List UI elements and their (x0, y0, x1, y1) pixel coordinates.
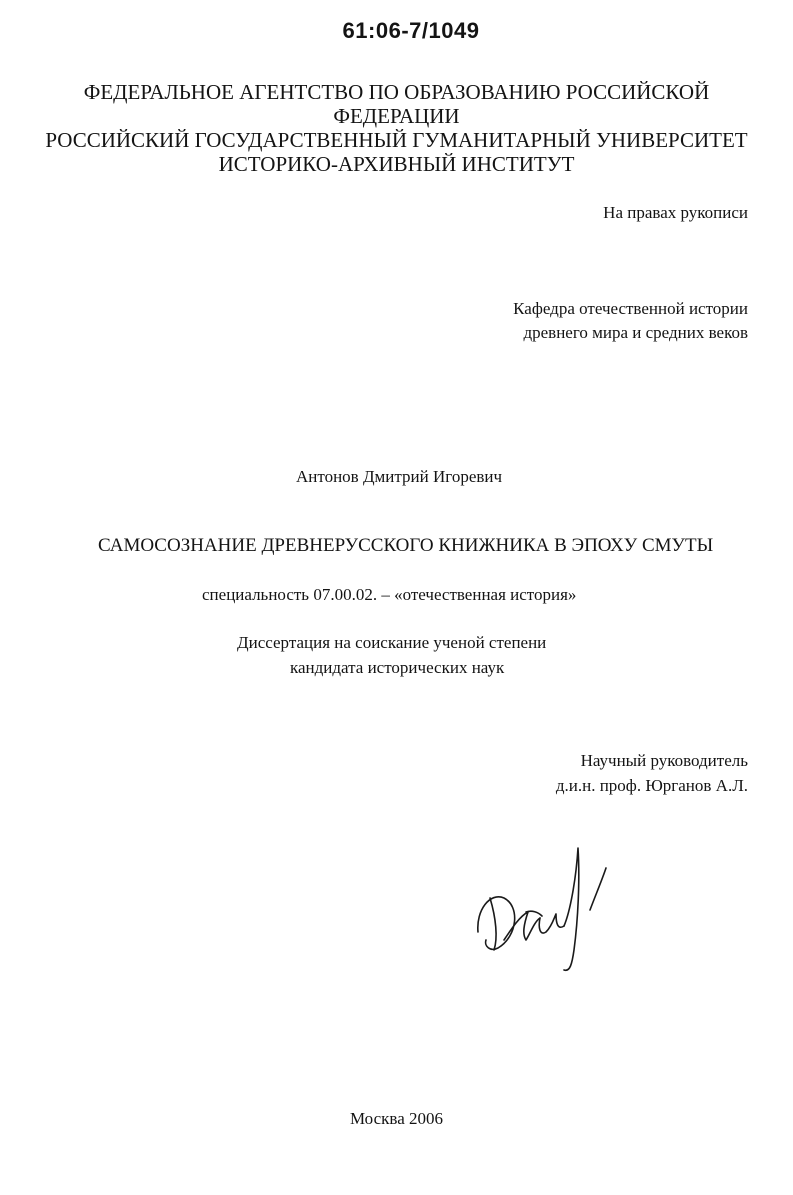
org-line-1: ФЕДЕРАЛЬНОЕ АГЕНТСТВО ПО ОБРАЗОВАНИЮ РОССИЙСКОЙ (83, 80, 710, 104)
author-name: Антонов Дмитрий Игоревич (296, 467, 503, 486)
supervisor-name: д.и.н. проф. Юрганов А.Л. (555, 776, 748, 795)
dissertation-title: САМОСОЗНАНИЕ ДРЕВНЕРУССКОГО КНИЖНИКА В ЭПОХУ СМУТЫ (98, 535, 714, 556)
city-year: Москва 2006 (349, 1109, 444, 1128)
org-line-2: ФЕДЕРАЦИИ (333, 104, 460, 128)
dissertation-line-2: кандидата исторических наук (290, 658, 505, 677)
department-line-2: древнего мира и средних веков (523, 323, 748, 342)
signature-image (468, 840, 618, 980)
specialty: специальность 07.00.02. – «отечественная история» (202, 585, 577, 604)
manuscript-note: На правах рукописи (603, 203, 748, 222)
department-line-1: Кафедра отечественной истории (513, 299, 748, 318)
org-line-4: ИСТОРИКО-АРХИВНЫЙ ИНСТИТУТ (218, 152, 575, 176)
dissertation-line-1: Диссертация на соискание ученой степени (237, 633, 547, 652)
org-line-3: РОССИЙСКИЙ ГОСУДАРСТВЕННЫЙ ГУМАНИТАРНЫЙ УНИВЕРСИТЕТ (45, 128, 748, 152)
supervisor-label: Научный руководитель (580, 751, 748, 770)
catalog-number: 61:06-7/1049 (342, 18, 480, 43)
